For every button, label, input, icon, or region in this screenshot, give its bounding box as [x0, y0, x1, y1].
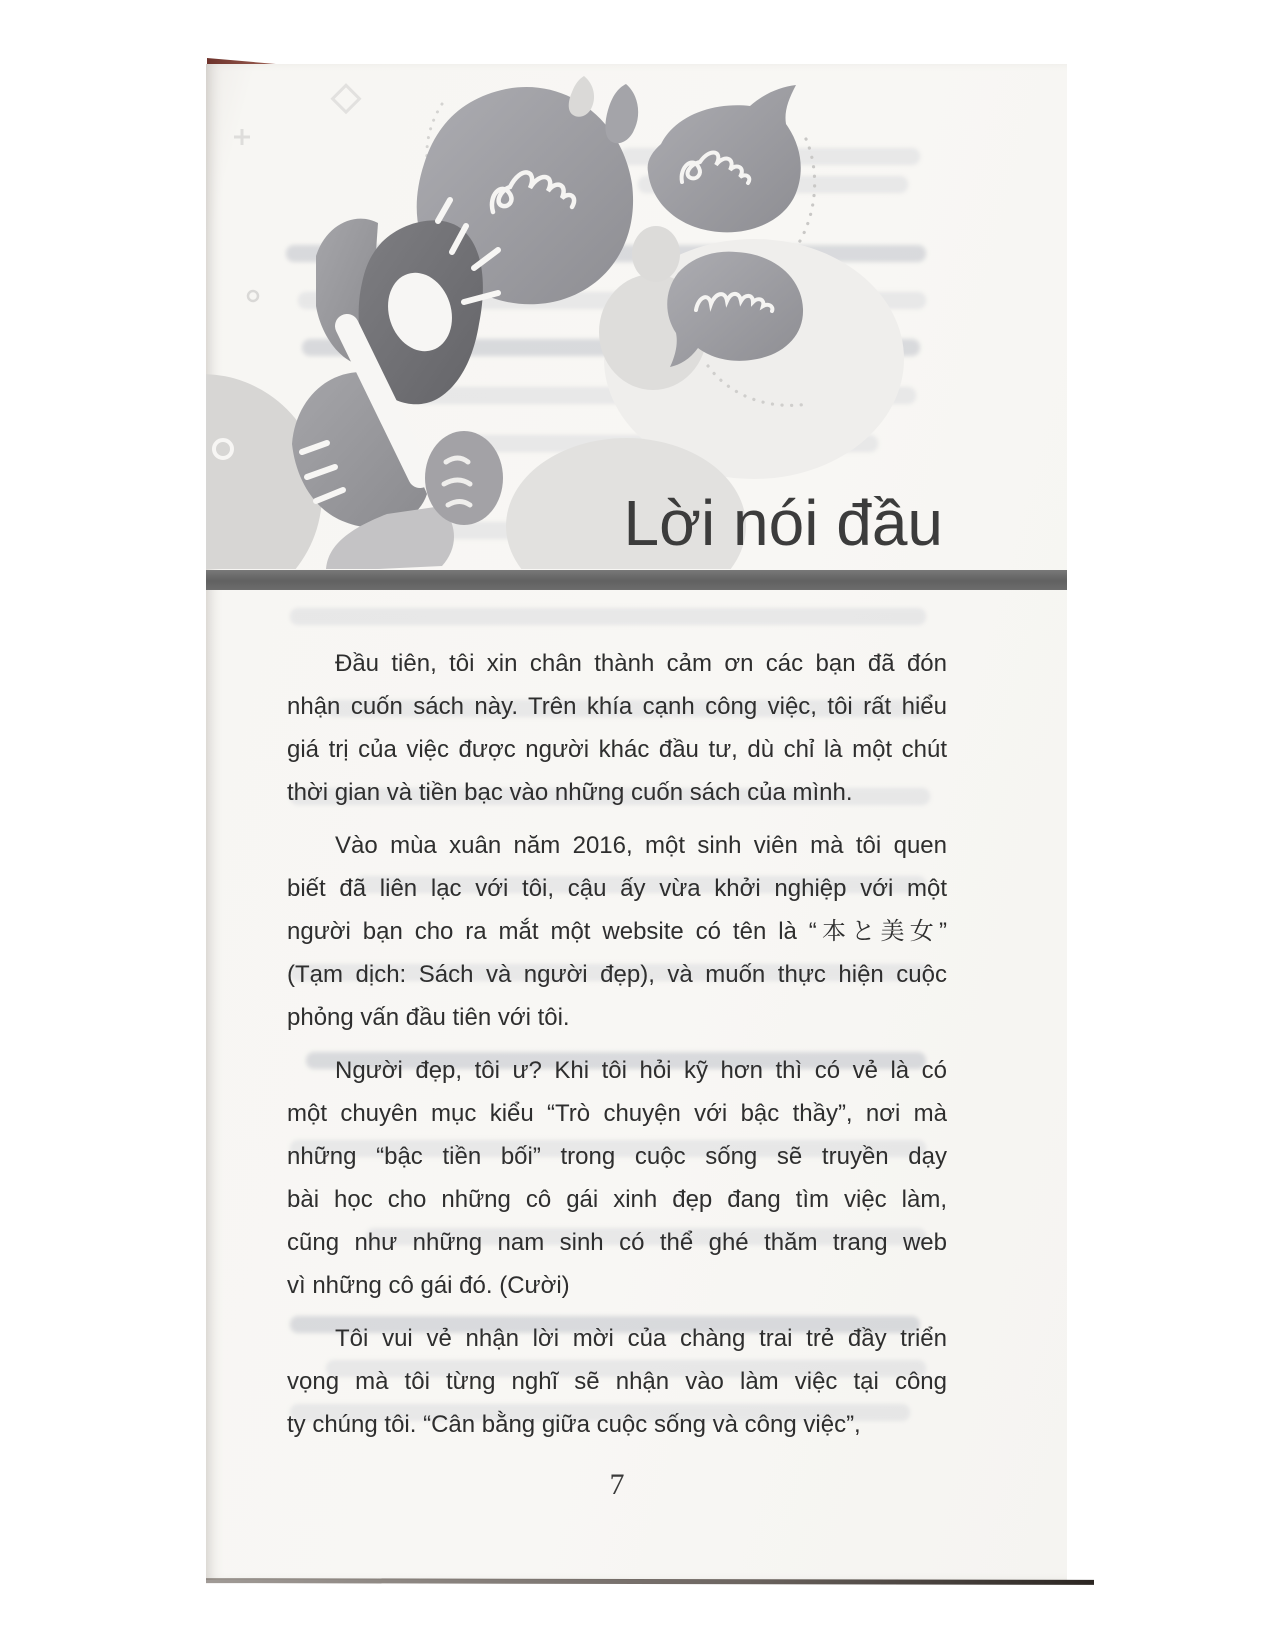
paragraph: [287, 1317, 947, 1446]
text-line: bài học cho những cô gái xinh đẹp đang tìm việc làm,: [287, 1186, 947, 1213]
title-divider-bar: [206, 570, 1067, 590]
paragraph: [287, 1049, 947, 1307]
text-line: Tôi vui vẻ nhận lời mời của chàng trai trẻ đầy triển: [335, 1325, 947, 1352]
paragraph: [287, 824, 947, 1039]
text-line: thời gian và tiền bạc vào những cuốn sách của mình.: [287, 779, 853, 806]
text-line: phỏng vấn đầu tiên với tôi.: [287, 1004, 570, 1031]
text-line: biết đã liên lạc với tôi, cậu ấy vừa khởi nghiệp với một: [287, 875, 947, 902]
body-text: [287, 642, 947, 1446]
chapter-title: Lời nói đầu: [623, 487, 943, 559]
book-page: [206, 64, 1067, 1580]
sparkle-icon: [248, 291, 258, 301]
text-line: một chuyên mục kiểu “Trò chuyện với bậc thầy”, nơi mà: [287, 1100, 947, 1127]
text-line: (Tạm dịch: Sách và người đẹp), và muốn thực hiện cuộc: [287, 961, 947, 988]
page-bottom-edge: [206, 1578, 1094, 1585]
print-through-line: [290, 608, 926, 625]
text-line: nhận cuốn sách này. Trên khía cạnh công việc, tôi rất hiểu: [287, 693, 947, 720]
text-line: vọng mà tôi từng nghĩ sẽ nhận vào làm việc tại công: [287, 1368, 947, 1395]
text-line: Đầu tiên, tôi xin chân thành cảm ơn các bạn đã đón: [335, 650, 947, 677]
text-line: cũng như những nam sinh có thể ghé thăm trang web: [287, 1229, 947, 1256]
teardrop-shape: [605, 84, 638, 143]
sparkle-icon: [333, 85, 360, 112]
fist-shape: [425, 431, 503, 525]
text-line: giá trị của việc được người khác đầu tư, dù chỉ là một chút: [287, 736, 947, 763]
paragraph: [287, 642, 947, 814]
text-line: ty chúng tôi. “Cân bằng giữa cuộc sống và công việc”,: [287, 1411, 861, 1438]
text-line: Người đẹp, tôi ư? Khi tôi hỏi kỹ hơn thì có vẻ là có: [335, 1057, 947, 1084]
dotted-arc: [797, 139, 815, 246]
text-line: Vào mùa xuân năm 2016, một sinh viên mà tôi quen: [335, 832, 947, 859]
text-line: những “bậc tiền bối” trong cuộc sống sẽ truyền dạy: [287, 1143, 947, 1170]
page-number: 7: [609, 1468, 625, 1501]
light-blob-shape: [632, 226, 680, 282]
sparkle-icon: [234, 129, 250, 145]
text-line: vì những cô gái đó. (Cười): [287, 1272, 570, 1299]
text-line: người bạn cho ra mắt một website có tên là “本と美女”: [287, 918, 947, 945]
